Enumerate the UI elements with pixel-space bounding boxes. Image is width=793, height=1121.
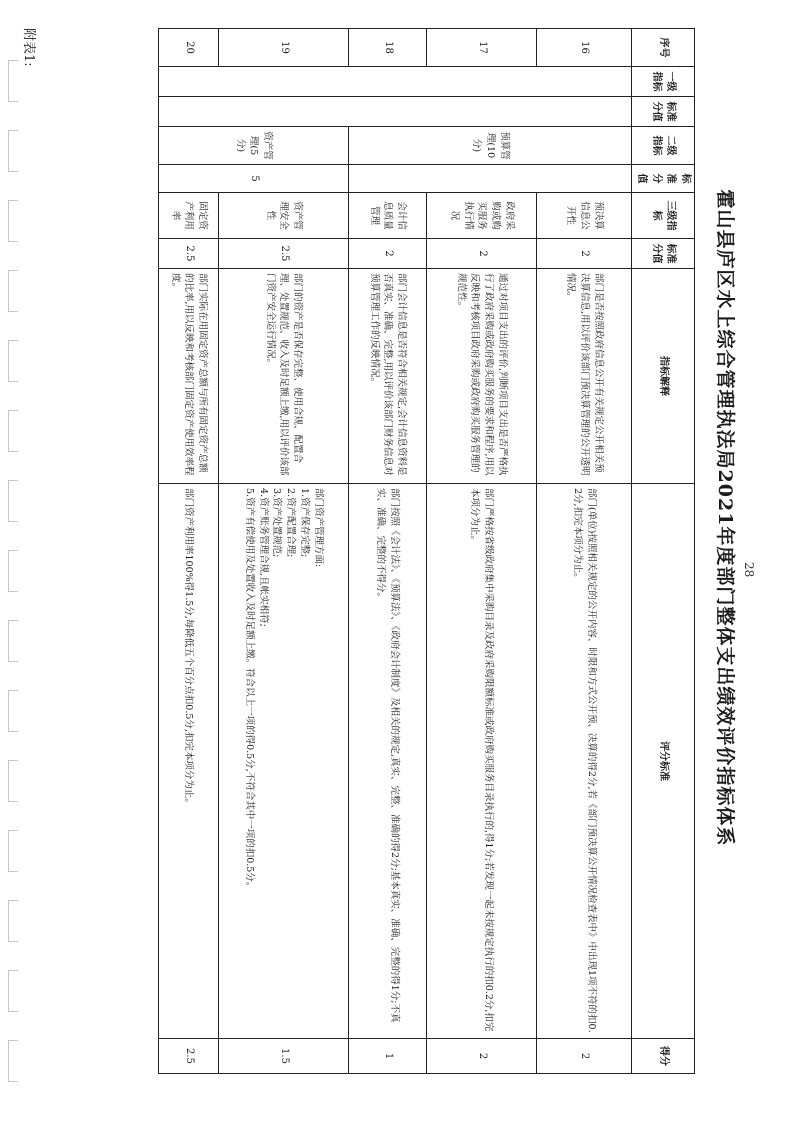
header-explain: 指标解释 <box>632 269 695 484</box>
l1-score-cell <box>159 97 632 127</box>
header-l2: 二级指标 <box>632 127 695 165</box>
rotated-sheet <box>21 28 740 1073</box>
scoring-criteria <box>219 484 349 1039</box>
criteria-item: 5.资产有偿使用及处置收入及时足额上缴。符合以上一项的得0.5分,不符合其中一项的扣0.5分。 <box>243 488 255 892</box>
criteria-item: 1.资产保存完整; <box>299 488 311 558</box>
page-title: 霍山县庐区水上综合管理执法局2021年度部门整体支出绩效评价指标体系 <box>714 189 736 847</box>
table-header-row <box>632 29 695 1074</box>
l3-indicator: 政府采购或购买服务执行情况 <box>427 193 537 239</box>
appendix-label: 附表1: <box>21 28 36 67</box>
row-score: 1 <box>349 1039 427 1074</box>
row-score: 2 <box>537 1039 632 1074</box>
criteria-item: 3.资产处置规范; <box>271 488 283 558</box>
scoring-criteria: 部门资产利用率100%得1.5分,每降低五个百分点扣0.5分,扣完本项分为止。 <box>159 484 219 1039</box>
page-number: 28 <box>742 562 756 578</box>
evaluation-table <box>158 28 695 1074</box>
l3-score: 2 <box>537 239 632 269</box>
row-no: 19 <box>219 29 349 67</box>
indicator-explanation: 部门实际在用固定资产总额与所有固定资产总额的比率,用以反映和考核部门固定资产使用效率程度。 <box>159 269 219 484</box>
header-criteria: 评分标准 <box>632 484 695 1039</box>
row-no: 16 <box>537 29 632 67</box>
row-no: 18 <box>349 29 427 67</box>
l1-cell <box>159 67 632 97</box>
row-score: 2 <box>427 1039 537 1074</box>
header-score: 得分 <box>632 1039 695 1074</box>
l3-indicator: 固定资产利用率 <box>159 193 219 239</box>
scoring-criteria: 部门按照《会计法》、《预算法》、《政府会计制度》及相关的规定,真实、完整、准确的得2分;基本真实、准确、完整的得1分;不真实、准确、完整的不得分。 <box>349 484 427 1039</box>
l3-score: 2.5 <box>219 239 349 269</box>
table-row <box>219 29 349 1074</box>
header-l2-score: 标准分值 <box>632 165 695 193</box>
indicator-explanation: 部门的资产是否保存完整、使用合规、配置合理、处置规范、收入及时足额上缴,用以评价该部门资产安全运行情况。 <box>219 269 349 484</box>
indicator-explanation: 通过对项目支出的评价,判断项目支出是否严格执行了政府采购或政府购买服务的要求和程序,用以反映和考核项目政府采购或政府购买服务管理的规范性。 <box>427 269 537 484</box>
table-row <box>537 29 632 1074</box>
scoring-criteria: 部门严格按省级政府集中采购目录及政府采购限额标准或政府购买服务目录执行的,得1分;若发现一起未按规定执行的扣0.2分,扣完本项分为止。 <box>427 484 537 1039</box>
l2-asset-score: 5 <box>159 165 349 193</box>
l3-score: 2 <box>349 239 427 269</box>
l3-score: 2.5 <box>159 239 219 269</box>
header-l3: 三级指标 <box>632 193 695 239</box>
criteria-item: 2.资产配置合理; <box>285 488 297 558</box>
header-l1-score: 标准分值 <box>632 97 695 127</box>
l3-indicator: 预决算信息公开性 <box>537 193 632 239</box>
scoring-criteria: 部门(单位)按照相关规定的公开内容、时限和方式公开预、决算的得2分,若《部门预决算公开情况检查表中》中出现1项不符的扣0.2分,扣完本项分为止。 <box>537 484 632 1039</box>
indicator-explanation: 部门是否按照政府信息公开有关规定公开相关预决算信息,用以评价该部门预决算管理的公开透明情况。 <box>537 269 632 484</box>
row-no: 20 <box>159 29 219 67</box>
row-no: 17 <box>427 29 537 67</box>
row-score: 2.5 <box>159 1039 219 1074</box>
l2-budget-score <box>349 165 632 193</box>
l3-indicator: 资产管理安全性 <box>219 193 349 239</box>
header-no: 序号 <box>632 29 695 67</box>
l3-score: 2 <box>427 239 537 269</box>
header-l1: 一级指标 <box>632 67 695 97</box>
l3-indicator: 会计信息质量管理 <box>349 193 427 239</box>
row-score: 1.5 <box>219 1039 349 1074</box>
l2-budget: 预算管理(10分) <box>349 127 632 165</box>
binding-marks <box>8 0 24 1121</box>
l2-asset: 资产管理(5分) <box>159 127 349 165</box>
criteria-item: 4.资产账务管理合规,且帐实相符; <box>257 488 269 627</box>
header-l3-score: 标准分值 <box>632 239 695 269</box>
criteria-intro: 部门资产管理方面: <box>312 488 324 568</box>
indicator-explanation: 部门会计信息是否符合相关规定,会计信息资料是否真实、准确、完整,用以评价该部门财务信息对预算管理工作的反映情况。 <box>349 269 427 484</box>
